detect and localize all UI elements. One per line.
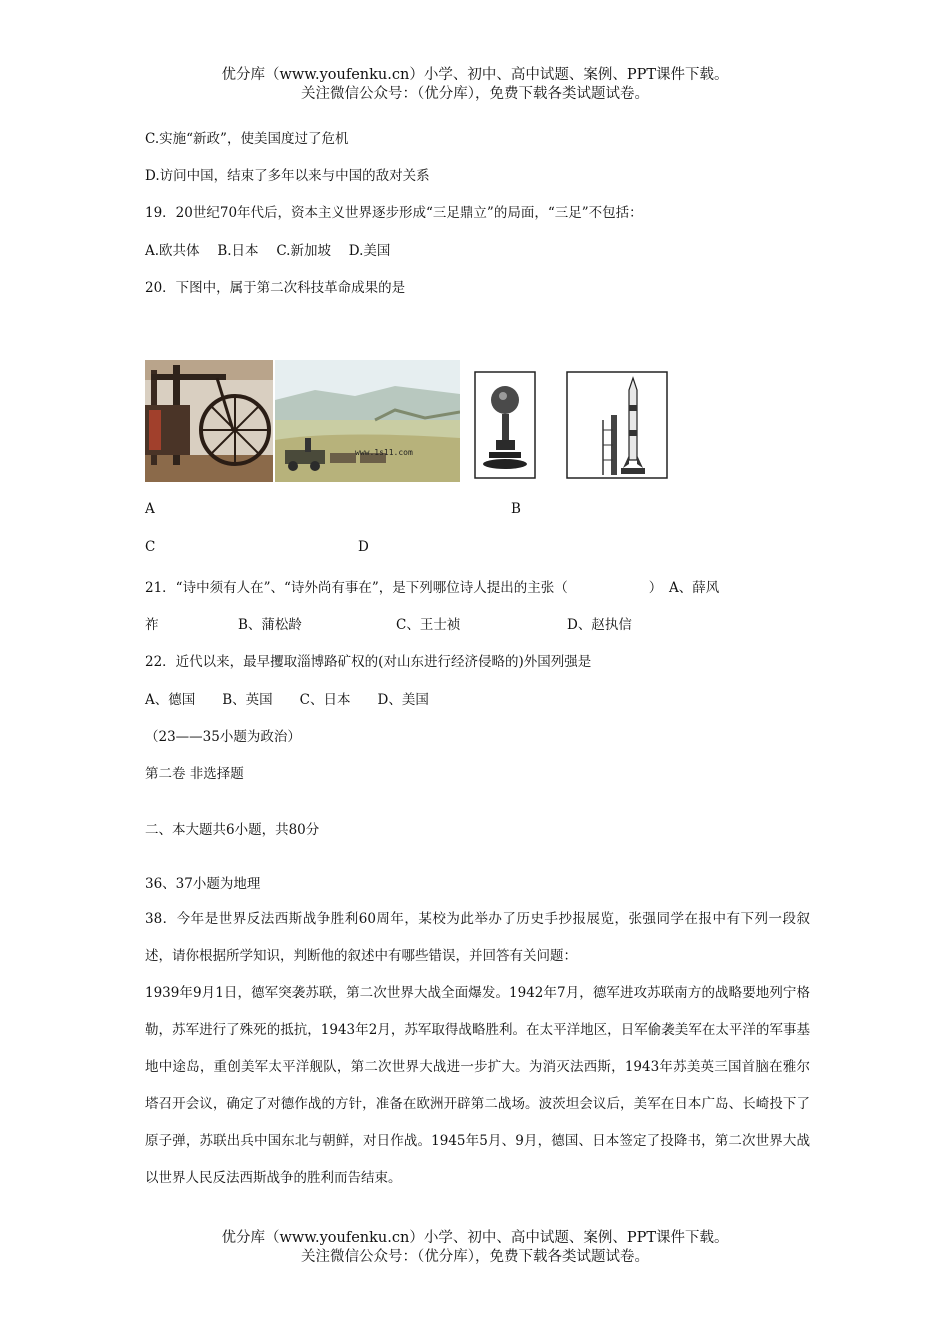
q21-stem: 21．“诗中须有人在”、“诗外尚有事在”，是下列哪位诗人提出的主张（ ） A、薛风 (145, 580, 720, 596)
rocket-image (563, 360, 673, 482)
politics-note: （23——35小题为政治） (145, 729, 301, 745)
q38-passage: 1939年9月1日，德军突袭苏联，第二次世界大战全面爆发。1942年7月，德军进攻苏联南方的战略要地列宁格勒，苏军进行了殊死的抵抗，1943年2月，苏军取得战略胜利。在太平洋地区，日军偷袭美军在太平洋的军事基地中途岛，重创美军太平洋舰队，第二次世界大战进一步扩大。为消灭法西斯，1943年苏美英三国首脑在雅尔塔召开会议，确定了对德作战的方针，准备在欧洲开辟第二战场。波茨坦会议后，美军在日本广岛、长崎投下了原子弹，苏联出兵中国东北与朝鲜，对日作战。1945年5月、9月，德国、日本签定了投降书，第二次世界大战以世界人民反法西斯战争的胜利而告结束。 (145, 985, 810, 1186)
q20-label-d: D (358, 539, 369, 555)
train-painting-image (275, 360, 460, 482)
q20-label-a: A (145, 501, 155, 517)
q18-option-d: D.访问中国，结束了多年以来与中国的敌对关系 (145, 168, 430, 184)
q21-option-a-cont: 祚 (145, 617, 159, 633)
q20-stem: 20．下图中，属于第二次科技革命成果的是 (145, 280, 406, 296)
q21-option-d: D、赵执信 (567, 617, 632, 633)
q18-option-c: C.实施“新政”，使美国度过了危机 (145, 131, 349, 147)
q19-options: A.欧共体 B.日本 C.新加坡 D.美国 (145, 243, 391, 259)
image-watermark: www.1s11.com (355, 448, 413, 457)
q19-stem: 19．20世纪70年代后，资本主义世界逐步形成“三足鼎立”的局面，“三足”不包括： (145, 205, 643, 221)
q38-stem: 38．今年是世界反法西斯战争胜利60周年，某校为此举办了历史手抄报展览，张强同学在报中有下列一段叙述，请你根据所学知识，判断他的叙述中有哪些错误，并回答有关问题： (145, 911, 810, 964)
q20-image-strip (145, 360, 673, 484)
footer-line-2: 关注微信公众号：（优分库），免费下载各类试题试卷。 (301, 1249, 649, 1265)
light-bulb-image (463, 360, 558, 482)
q21-option-b: B、蒲松龄 (238, 617, 302, 633)
geography-note: 36、37小题为地理 (145, 876, 261, 892)
section-2-description: 二、本大题共6小题，共80分 (145, 822, 320, 838)
header-line-2: 关注微信公众号：（优分库），免费下载各类试题试卷。 (301, 86, 649, 102)
q21-option-c: C、王士祯 (396, 617, 461, 633)
q22-stem: 22．近代以来，最早攫取淄博路矿权的(对山东进行经济侵略的)外国列强是 (145, 654, 592, 670)
header-line-1: 优分库（www.youfenku.cn）小学、初中、高中试题、案例、PPT课件下载。 (221, 67, 729, 83)
section-2-title: 第二卷 非选择题 (145, 766, 244, 782)
q20-label-b: B (511, 501, 521, 517)
page-header (0, 66, 950, 104)
steam-engine-image (145, 360, 273, 482)
q22-options: A、德国 B、英国 C、日本 D、美国 (145, 692, 429, 708)
footer-line-1: 优分库（www.youfenku.cn）小学、初中、高中试题、案例、PPT课件下载。 (221, 1230, 729, 1246)
page-footer (0, 1229, 950, 1267)
q20-label-c: C (145, 539, 156, 555)
